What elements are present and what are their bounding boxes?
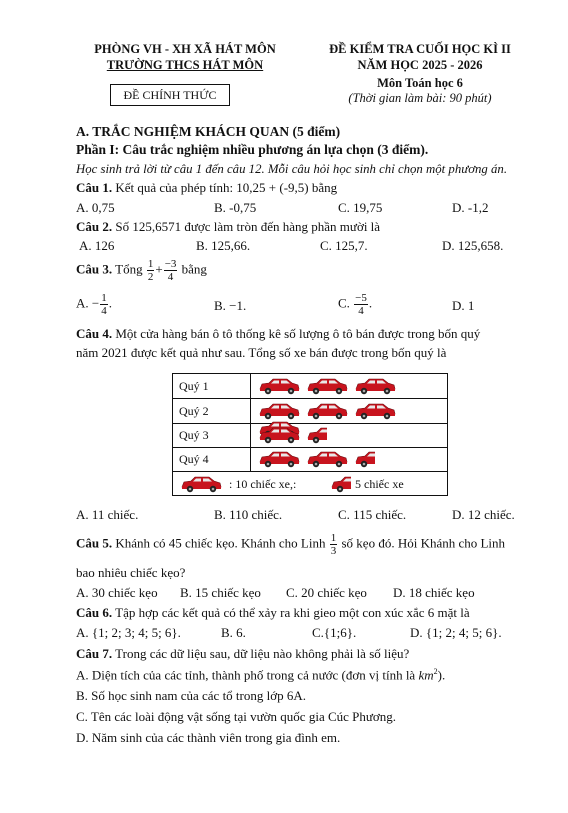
row-label: Quý 2 <box>173 399 251 423</box>
legend-full-label: : 10 chiếc xe,: <box>229 477 297 491</box>
q6-option-d[interactable]: D. {1; 2; 4; 5; 6}. <box>410 625 502 640</box>
question-1 <box>76 180 337 196</box>
question-label: Câu 5. <box>76 535 113 551</box>
table-row <box>173 399 447 424</box>
car-icon <box>305 450 349 468</box>
q5-option-c[interactable]: C. 20 chiếc kẹo <box>286 585 367 600</box>
q6-option-a[interactable]: A. {1; 2; 3; 4; 5; 6}. <box>76 625 181 640</box>
question-text: Tập hợp các kết quả có thể xảy ra khi gieo một con xúc xắc 6 mặt là <box>112 605 470 620</box>
q4-option-d[interactable]: D. 12 chiếc. <box>452 507 515 522</box>
car-icon <box>305 402 349 420</box>
q7-option-d[interactable]: D. Năm sinh của các thành viên trong gia đình em. <box>76 730 341 745</box>
question-label: Câu 1. <box>76 180 113 195</box>
q3-option-a[interactable]: A. − $\frac{1}{4}$ . <box>76 292 112 317</box>
fraction: $\frac{-3}{4}$ <box>164 258 177 283</box>
car-icon <box>179 475 223 493</box>
half-car-icon <box>329 475 351 493</box>
car-icon <box>257 377 301 395</box>
q5-option-d[interactable]: D. 18 chiếc kẹo <box>393 585 475 600</box>
car-icon <box>353 377 397 395</box>
pictograph-legend <box>173 472 447 496</box>
car-icon <box>353 402 397 420</box>
q2-option-b[interactable]: B. 125,66. <box>196 238 251 253</box>
table-row <box>173 447 447 472</box>
q2-option-c[interactable]: C. 125,7. <box>320 238 368 253</box>
q5-option-b[interactable]: B. 15 chiếc kẹo <box>180 585 261 600</box>
car-icon <box>257 426 301 444</box>
fraction: $\frac{1}{3}$ <box>330 532 337 557</box>
school-department: PHÒNG VH - XH XÃ HÁT MÔN <box>94 42 276 56</box>
question-label: Câu 7. <box>76 646 113 661</box>
question-3: Câu 3. Tổng $\frac{1}{2}$ + $\frac{-3}{4}$ bằng <box>76 258 207 283</box>
q5-option-a[interactable]: A. 30 chiếc kẹo <box>76 585 158 600</box>
half-car-icon <box>305 426 327 444</box>
q1-option-a[interactable]: A. 0,75 <box>76 200 115 215</box>
school-name: TRƯỜNG THCS HÁT MÔN <box>106 58 264 72</box>
q4-option-a[interactable]: A. 11 chiếc. <box>76 507 139 522</box>
exam-title: ĐỀ KIỂM TRA CUỐI HỌC KÌ II <box>329 42 511 56</box>
question-5-line2: bao nhiêu chiếc kẹo? <box>76 565 186 580</box>
question-label: Câu 6. <box>76 605 113 620</box>
question-text: Tổng <box>112 261 146 277</box>
section-a-heading: A. TRẮC NGHIỆM KHÁCH QUAN (5 điểm) <box>76 124 341 139</box>
question-text: Một cửa hàng bán ô tô thống kê số lượng ô tô bán được trong bốn quý <box>112 326 481 341</box>
question-5: Câu 5. Khánh có 45 chiếc kẹo. Khánh cho Linh $\frac{1}{3}$ số kẹo đó. Hỏi Khánh cho Linh <box>76 532 506 557</box>
q6-option-c[interactable]: C.{1;6}. <box>312 625 357 640</box>
row-cars <box>257 426 331 444</box>
q3-option-d[interactable]: D. 1 <box>452 298 475 313</box>
q4-option-b[interactable]: B. 110 chiếc. <box>214 507 283 522</box>
question-7 <box>76 646 409 662</box>
question-4-line2: năm 2021 được kết quả như sau. Tổng số xe bán được trong bốn quý là <box>76 345 447 360</box>
part1-heading: Phần I: Câu trắc nghiệm nhiều phương án lựa chọn (3 điểm). <box>76 142 429 157</box>
q2-option-a[interactable]: A. 126 <box>79 238 115 253</box>
question-label: Câu 3. <box>76 261 113 277</box>
question-4 <box>76 326 480 342</box>
question-label: Câu 2. <box>76 219 113 234</box>
legend-half-label: 5 chiếc xe <box>355 477 404 491</box>
q1-option-d[interactable]: D. -1,2 <box>452 200 489 215</box>
row-cars <box>257 450 379 468</box>
instruction: Học sinh trả lời từ câu 1 đến câu 12. Mỗi câu hỏi học sinh chỉ chọn một phương án. <box>76 162 508 176</box>
q1-option-b[interactable]: B. -0,75 <box>214 200 257 215</box>
exam-duration: (Thời gian làm bài: 90 phút) <box>348 91 492 105</box>
table-row <box>173 423 447 448</box>
question-text: Số 125,6571 được làm tròn đến hàng phần mười là <box>112 219 381 234</box>
official-exam-badge: ĐỀ CHÍNH THỨC <box>110 84 230 106</box>
q3-option-c[interactable]: C. $\frac{-5}{4}$ . <box>338 292 373 317</box>
question-2 <box>76 219 380 235</box>
question-text: Kết quả của phép tính: 10,25 + (-9,5) bằng <box>112 180 338 195</box>
row-cars <box>257 377 401 395</box>
question-text: Khánh có 45 chiếc kẹo. Khánh cho Linh <box>112 535 329 551</box>
row-label: Quý 4 <box>173 447 251 471</box>
q2-option-d[interactable]: D. 125,658. <box>442 238 504 253</box>
row-label: Quý 3 <box>173 423 251 447</box>
q3-option-b[interactable]: B. −1. <box>214 298 247 313</box>
q7-option-b[interactable]: B. Số học sinh nam của các tổ trong lớp 6A. <box>76 688 307 703</box>
row-label: Quý 1 <box>173 374 251 398</box>
q4-option-c[interactable]: C. 115 chiếc. <box>338 507 407 522</box>
half-car-icon <box>353 450 375 468</box>
question-label: Câu 4. <box>76 326 113 341</box>
subject: Môn Toán học 6 <box>377 76 463 90</box>
car-icon <box>257 450 301 468</box>
school-year: NĂM HỌC 2025 - 2026 <box>357 58 483 72</box>
sales-pictograph-table <box>172 373 448 496</box>
table-row <box>173 374 447 399</box>
q7-option-a[interactable]: A. Diện tích của các tỉnh, thành phố trong cả nước (đơn vị tính là $km^2$). <box>76 667 446 683</box>
q7-option-c[interactable]: C. Tên các loài động vật sống tại vườn quốc gia Cúc Phương. <box>76 709 397 724</box>
fraction: $\frac{1}{2}$ <box>147 258 154 283</box>
q6-option-b[interactable]: B. 6. <box>221 625 246 640</box>
car-icon <box>257 402 301 420</box>
q1-option-c[interactable]: C. 19,75 <box>338 200 383 215</box>
question-text: Trong các dữ liệu sau, dữ liệu nào không phải là số liệu? <box>112 646 410 661</box>
car-icon <box>305 377 349 395</box>
question-6 <box>76 605 470 621</box>
